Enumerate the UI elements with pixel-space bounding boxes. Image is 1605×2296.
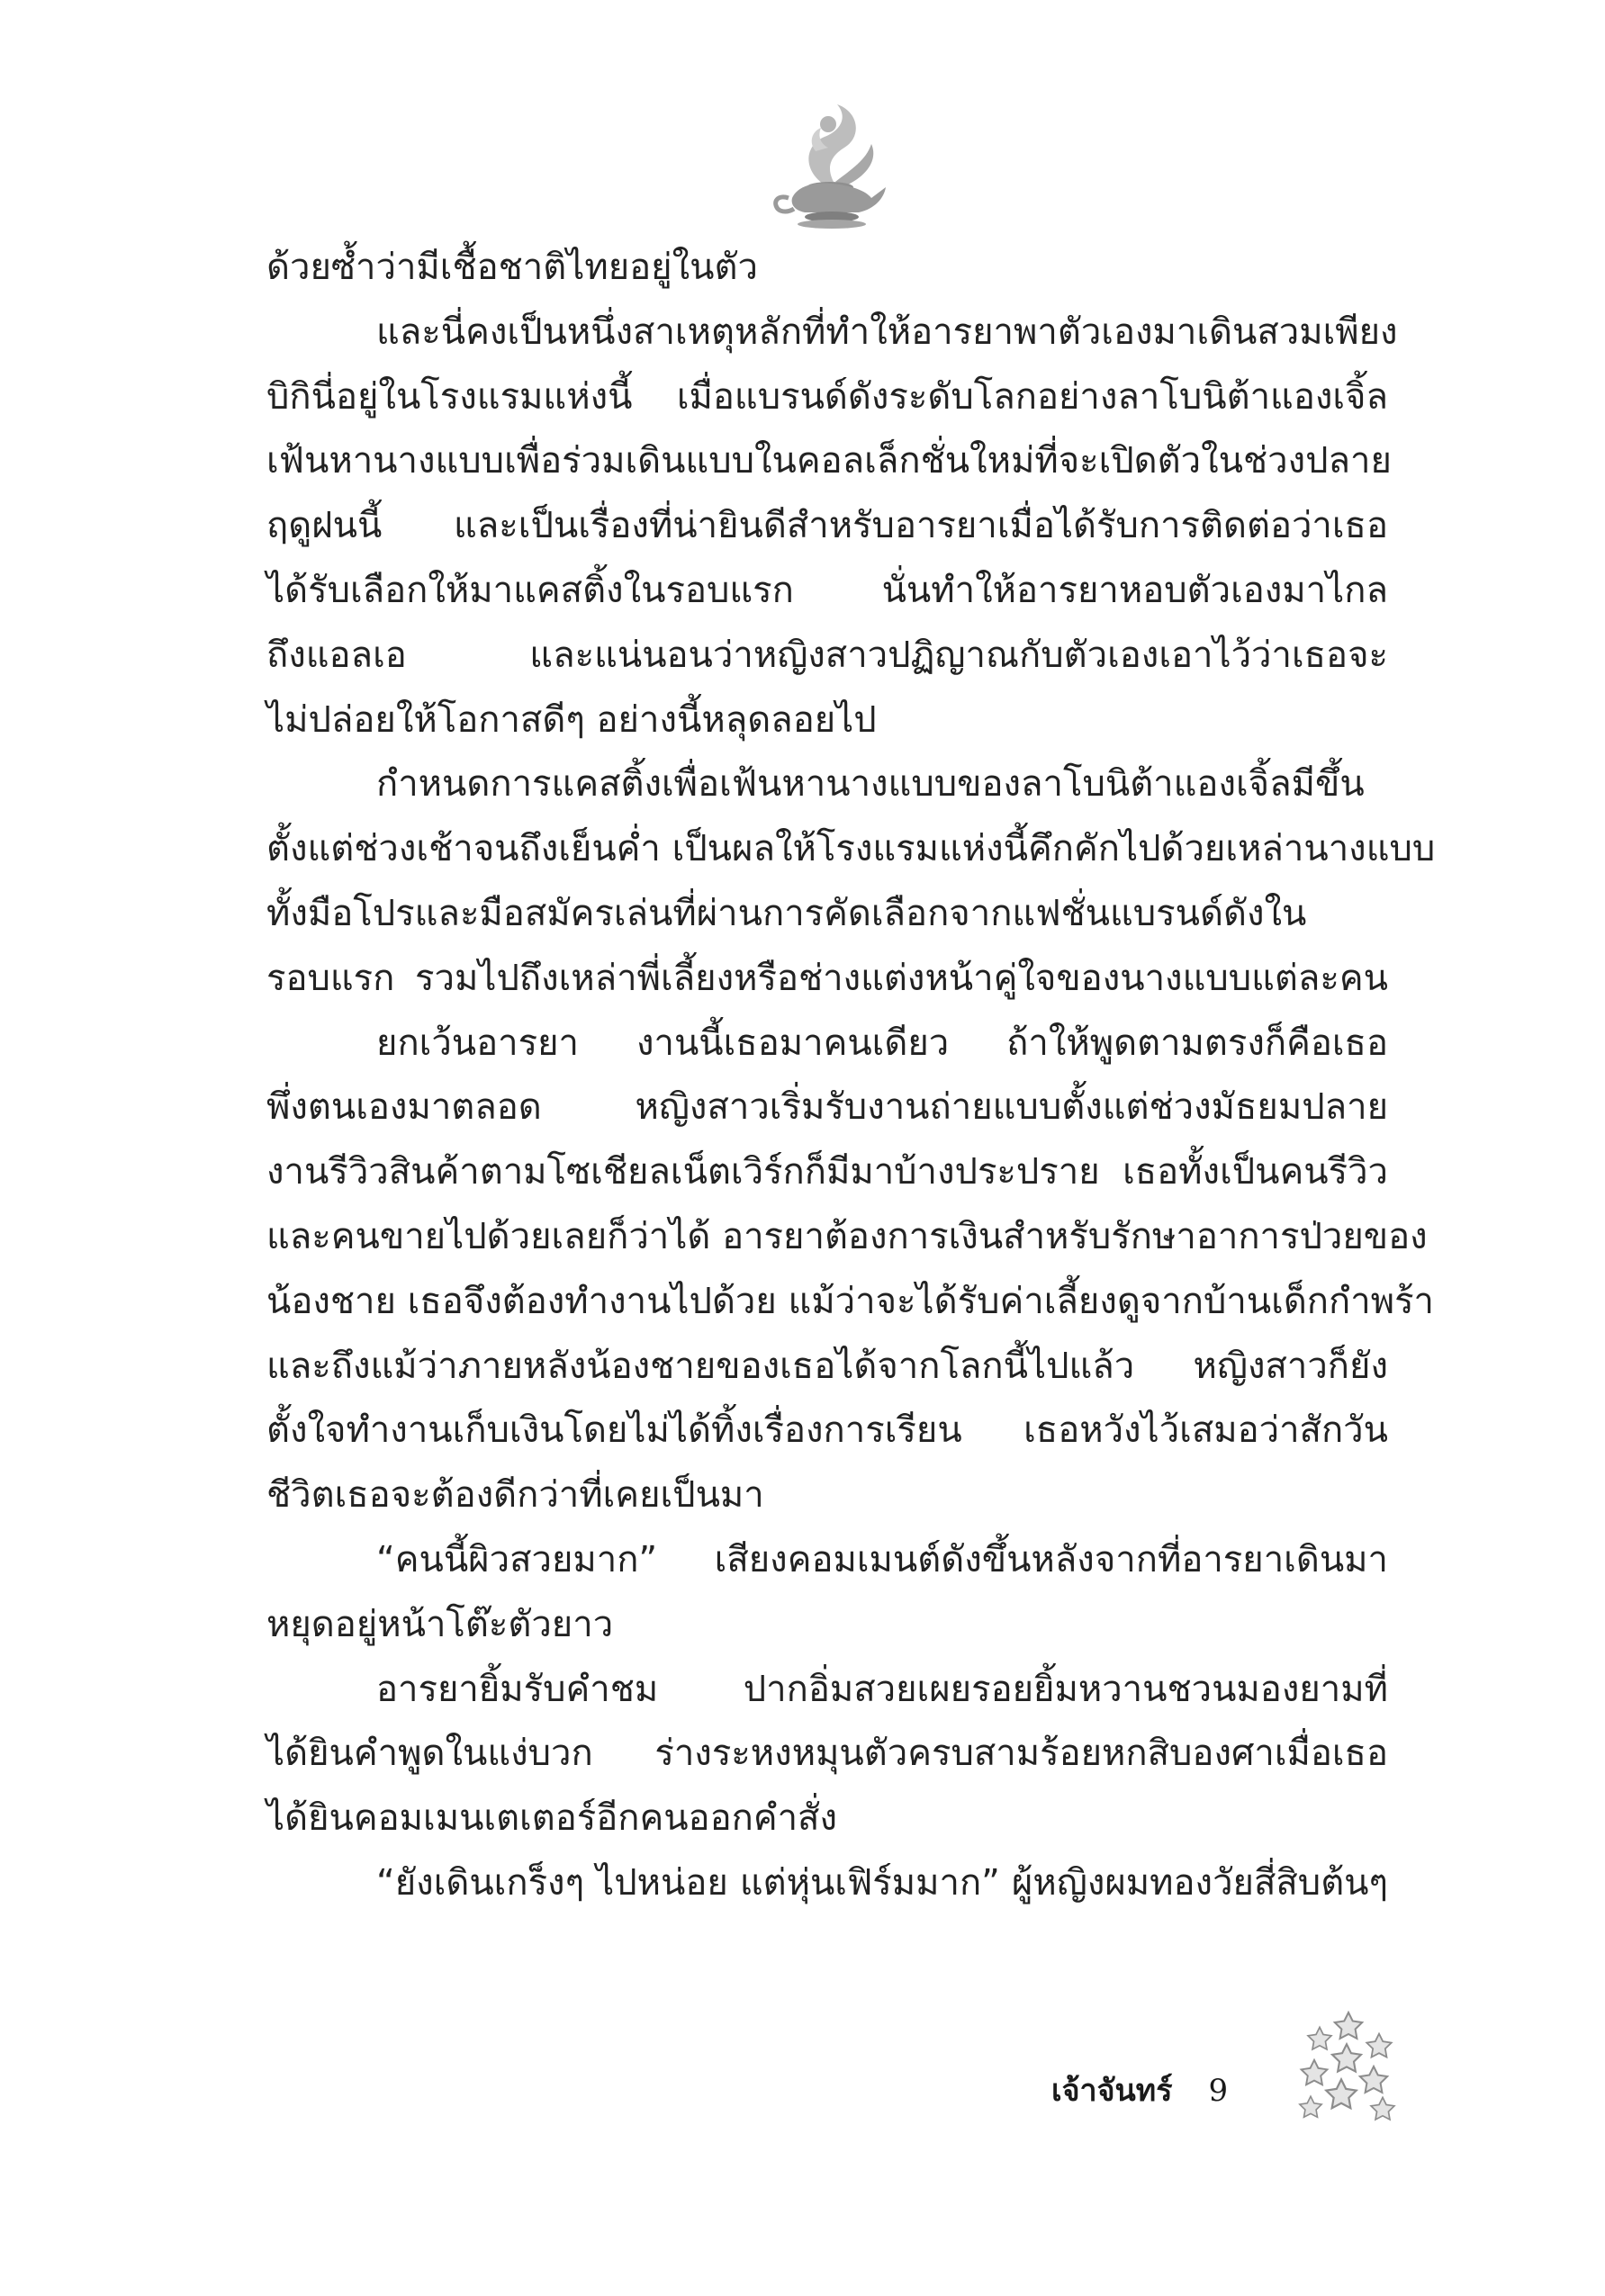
text-line: น้องชาย เธอจึงต้องทำงานไปด้วย แม้ว่าจะได้รับค่าเลี้ยงดูจากบ้านเด็กกำพร้า bbox=[266, 1280, 1435, 1322]
text-line: อารยายิ้มรับคำชม ปากอิ่มสวยเผยรอยยิ้มหวานชวนมองยามที่ bbox=[376, 1668, 1388, 1710]
text-line: ยกเว้นอารยา งานนี้เธอมาคนเดียว ถ้าให้พูดตามตรงก็คือเธอ bbox=[376, 1022, 1388, 1064]
page-number: 9 bbox=[1208, 2073, 1229, 2109]
running-title: เจ้าจันทร์ bbox=[1051, 2073, 1173, 2109]
text-line: พึ่งตนเองมาตลอด หญิงสาวเริ่มรับงานถ่ายแบบตั้งแต่ช่วงมัธยมปลาย bbox=[266, 1086, 1388, 1129]
text-line: และถึงแม้ว่าภายหลังน้องชายของเธอได้จากโลกนี้ไปแล้ว หญิงสาวก็ยัง bbox=[266, 1345, 1388, 1387]
text-line: ชีวิตเธอจะต้องดีกว่าที่เคยเป็นมา bbox=[266, 1474, 764, 1517]
text-line: ได้ยินคำพูดในแง่บวก ร่างระหงหมุนตัวครบสามร้อยหกสิบองศาเมื่อเธอ bbox=[266, 1733, 1388, 1775]
text-line: บิกินี่อยู่ในโรงแรมแห่งนี้ เมื่อแบรนด์ดังระดับโลกอย่างลาโบนิต้าแองเจิ้ล bbox=[266, 375, 1388, 418]
text-line: และนี่คงเป็นหนึ่งสาเหตุหลักที่ทำให้อารยาพาตัวเองมาเดินสวมเพียง bbox=[376, 311, 1398, 353]
genie-lamp-icon bbox=[765, 97, 891, 232]
text-line: ได้ยินคอมเมนเตเตอร์อีกคนออกคำสั่ง bbox=[266, 1797, 837, 1840]
text-line: ถึงแอลเอ และแน่นอนว่าหญิงสาวปฏิญาณกับตัวเองเอาไว้ว่าเธอจะ bbox=[266, 634, 1388, 676]
text-line: ตั้งแต่ช่วงเช้าจนถึงเย็นค่ำ เป็นผลให้โรงแรมแห่งนี้คึกคักไปด้วยเหล่านางแบบ bbox=[266, 828, 1436, 870]
text-line: ฤดูฝนนี้ และเป็นเรื่องที่น่ายินดีสำหรับอารยาเมื่อได้รับการติดต่อว่าเธอ bbox=[266, 505, 1388, 547]
text-line: กำหนดการแคสติ้งเพื่อเฟ้นหานางแบบของลาโบนิต้าแองเจิ้ลมีขึ้น bbox=[376, 763, 1365, 806]
text-line: ไม่ปล่อยให้โอกาสดีๆ อย่างนี้หลุดลอยไป bbox=[266, 698, 877, 741]
text-line: งานรีวิวสินค้าตามโซเชียลเน็ตเวิร์กก็มีมาบ้างประปราย เธอทั้งเป็นคนรีวิว bbox=[266, 1151, 1388, 1193]
page-footer bbox=[1051, 2064, 1228, 2118]
text-line: หยุดอยู่หน้าโต๊ะตัวยาว bbox=[266, 1603, 614, 1645]
text-line: “คนนี้ผิวสวยมาก” เสียงคอมเมนต์ดังขึ้นหลังจากที่อารยาเดินมา bbox=[376, 1538, 1388, 1580]
text-line: ทั้งมือโปรและมือสมัครเล่นที่ผ่านการคัดเลือกจากแฟชั่นแบรนด์ดังใน bbox=[266, 892, 1307, 934]
text-line: “ยังเดินเกร็งๆ ไปหน่อย แต่หุ่นเฟิร์มมาก” ผู้หญิงผมทองวัยสี่สิบต้นๆ bbox=[376, 1861, 1388, 1904]
body-text bbox=[266, 236, 1436, 1916]
text-line: ตั้งใจทำงานเก็บเงินโดยไม่ได้ทิ้งเรื่องการเรียน เธอหวังไว้เสมอว่าสักวัน bbox=[266, 1409, 1388, 1452]
stars-icon bbox=[1293, 2007, 1410, 2133]
text-line: และคนขายไปด้วยเลยก็ว่าได้ อารยาต้องการเงินสำหรับรักษาอาการป่วยของ bbox=[266, 1215, 1428, 1257]
text-line: รอบแรก รวมไปถึงเหล่าพี่เลี้ยงหรือช่างแต่งหน้าคู่ใจของนางแบบแต่ละคน bbox=[266, 957, 1388, 999]
text-line: ได้รับเลือกให้มาแคสติ้งในรอบแรก นั่นทำให้อารยาหอบตัวเองมาไกล bbox=[266, 569, 1388, 611]
text-line: เฟ้นหานางแบบเพื่อร่วมเดินแบบในคอลเล็กชั่นใหม่ที่จะเปิดตัวในช่วงปลาย bbox=[266, 440, 1392, 482]
text-line: ด้วยซ้ำว่ามีเชื้อชาติไทยอยู่ในตัว bbox=[266, 247, 758, 288]
